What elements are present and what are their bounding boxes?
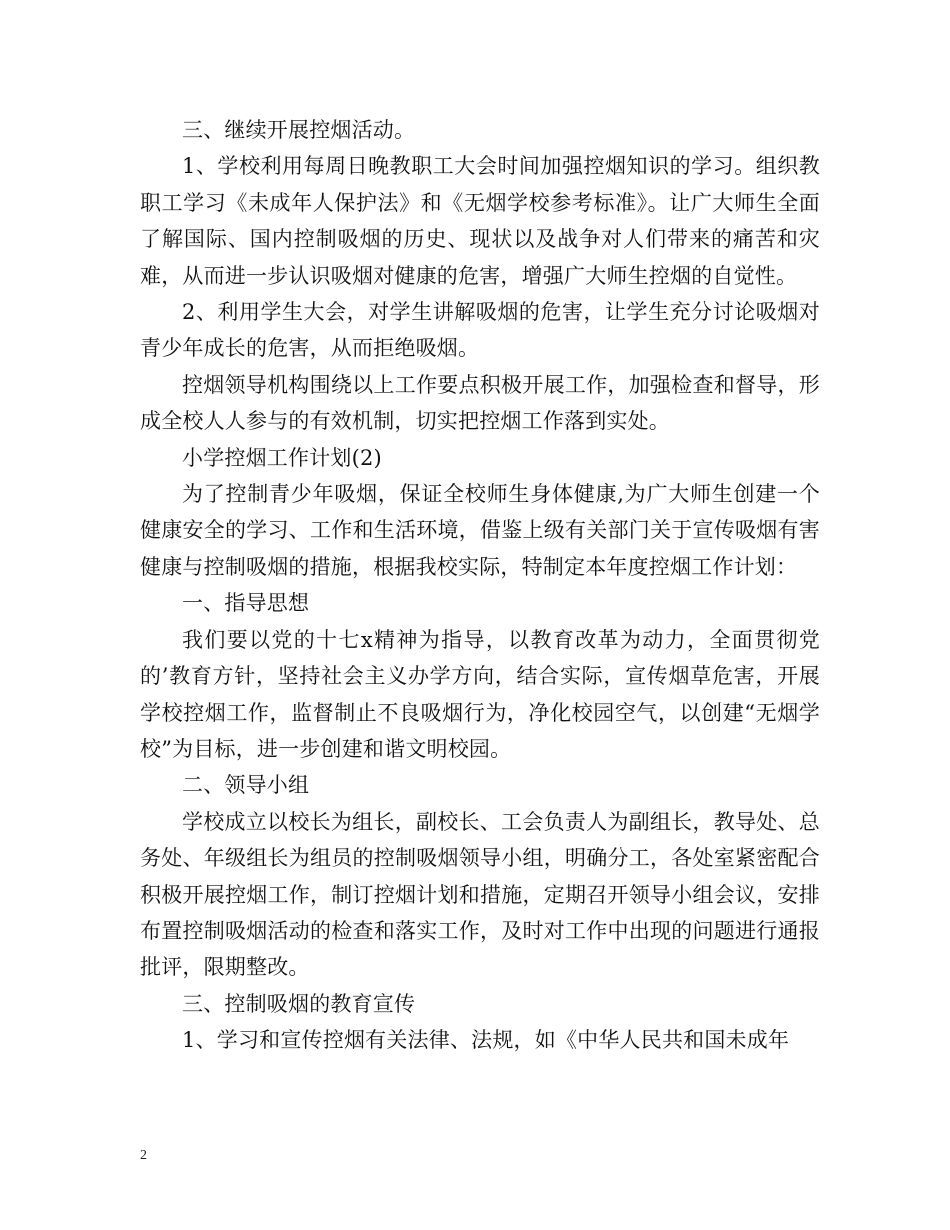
section-heading-leadership-group: 二、领导小组 (182, 773, 310, 798)
paragraph-staff-study: 1、学校利用每周日晚教职工大会时间加强控烟知识的学习。组织教职工学习《未成年人保护法》和《无烟学校参考标准》。让广大师生全面了解国际、国内控制吸烟的历史、现状以及战争对人们带来的痛苦和灾难，从而进一步认识吸烟对健康的危害，增强广大师生控烟的自觉性。 (140, 154, 820, 288)
document-subtitle: 小学控烟工作计划(2) (182, 445, 382, 470)
section-heading-education-publicity: 三、控制吸烟的教育宣传 (182, 991, 416, 1016)
section-heading-guiding-ideology: 一、指导思想 (182, 591, 310, 616)
paragraph-leadership-work: 控烟领导机构围绕以上工作要点积极开展工作，加强检查和督导，形成全校人人参与的有效机制，切实把控烟工作落到实处。 (140, 372, 820, 434)
paragraph-leadership-group: 学校成立以校长为组长，副校长、工会负责人为副组长，教导处、总务处、年级组长为组员的控制吸烟领导小组，明确分工，各处室紧密配合积极开展控烟工作，制订控烟计划和措施，定期召开领导小组会议，安排布置控制吸烟活动的检查和落实工作，及时对工作中出现的问题进行通报批评，限期整改。 (140, 809, 820, 980)
paragraph-student-assembly: 2、利用学生大会，对学生讲解吸烟的危害，让学生充分讨论吸烟对青少年成长的危害，从而拒绝吸烟。 (140, 300, 820, 361)
page-number: 2 (140, 1148, 147, 1163)
paragraph-guiding-ideology: 我们要以党的十七x精神为指导，以教育改革为动力，全面贯彻党的’教育方针，坚持社会主义办学方向，结合实际，宣传烟草危害，开展学校控烟工作，监督制止不良吸烟行为，净化校园空气，以创建“无烟学校”为目标，进一步创建和谐文明校园。 (140, 627, 820, 761)
paragraph-intro: 为了控制青少年吸烟，保证全校师生身体健康,为广大师生创建一个健康安全的学习、工作和生活环境，借鉴上级有关部门关于宣传吸烟有害健康与控制吸烟的措施，根据我校实际，特制定本年度控烟工作计划： (140, 482, 820, 579)
document-body (140, 112, 820, 1059)
section-heading-continue-activities: 三、继续开展控烟活动。 (182, 118, 416, 142)
paragraph-law-study: 1、学习和宣传控烟有关法律、法规，如《中华人民共和国未成年 (182, 1028, 790, 1053)
